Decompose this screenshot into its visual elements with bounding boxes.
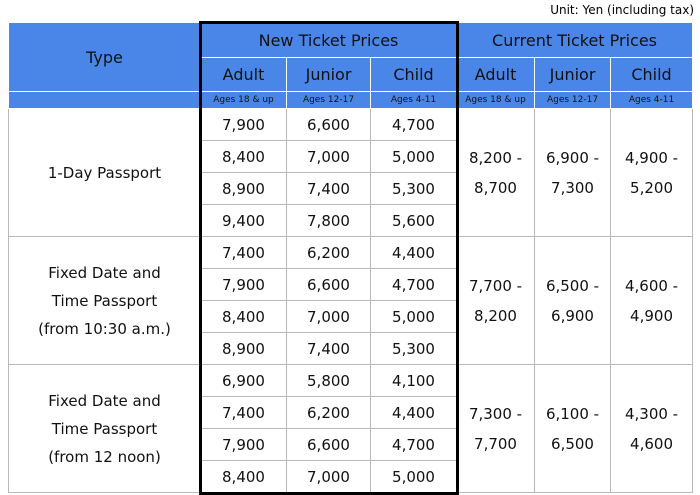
new-price-cell: 8,400 <box>201 301 287 333</box>
new-price-cell: 7,900 <box>201 269 287 301</box>
col-header-current-junior: Junior <box>535 58 611 92</box>
new-price-cell: 7,400 <box>287 333 371 365</box>
current-price-line: 6,100 - <box>545 404 600 423</box>
current-price-range-cell <box>611 365 693 493</box>
col-header-new-junior: Junior <box>287 58 371 92</box>
new-price-cell: 5,000 <box>371 301 457 333</box>
age-label-current-child: Ages 4-11 <box>611 92 693 109</box>
col-header-current-child: Child <box>611 58 693 92</box>
new-price-cell: 4,700 <box>371 269 457 301</box>
age-label-current-junior: Ages 12-17 <box>535 92 611 109</box>
type-header-blank <box>9 92 201 109</box>
ticket-type-line: Fixed Date and <box>48 391 161 410</box>
current-price-line: 5,200 <box>630 178 673 197</box>
new-price-cell: 7,900 <box>201 109 287 141</box>
ticket-type-line: 1-Day Passport <box>47 163 162 182</box>
current-price-line: 7,700 <box>474 434 517 453</box>
age-label-new-junior: Ages 12-17 <box>287 92 371 109</box>
new-price-cell: 7,400 <box>201 237 287 269</box>
ticket-type-line: Time Passport <box>51 291 158 310</box>
age-label-current-adult: Ages 18 & up <box>457 92 535 109</box>
new-price-cell: 8,400 <box>201 141 287 173</box>
new-price-cell: 6,600 <box>287 109 371 141</box>
current-price-line: 6,500 - <box>545 276 600 295</box>
current-price-line: 4,300 - <box>624 404 679 423</box>
new-price-cell: 8,900 <box>201 333 287 365</box>
current-price-range-cell <box>535 109 611 237</box>
col-header-current-adult: Adult <box>457 58 535 92</box>
ticket-type-cell <box>9 237 201 365</box>
new-price-cell: 4,400 <box>371 237 457 269</box>
table-row <box>9 109 693 141</box>
new-price-cell: 5,600 <box>371 205 457 237</box>
new-price-cell: 7,000 <box>287 301 371 333</box>
new-price-cell: 9,400 <box>201 205 287 237</box>
new-price-cell: 4,100 <box>371 365 457 397</box>
table-row <box>9 237 693 269</box>
new-price-cell: 7,000 <box>287 461 371 493</box>
current-price-line: 6,500 <box>551 434 594 453</box>
new-price-cell: 6,200 <box>287 397 371 429</box>
new-price-cell: 4,400 <box>371 397 457 429</box>
current-price-range-cell <box>457 237 535 365</box>
ticket-price-table <box>8 22 693 493</box>
current-price-line: 4,600 - <box>624 276 679 295</box>
current-price-range-cell <box>457 365 535 493</box>
current-price-line: 8,200 - <box>468 148 523 167</box>
price-table-body <box>9 109 693 493</box>
new-price-cell: 4,700 <box>371 429 457 461</box>
price-table-container <box>8 22 692 492</box>
current-price-line: 4,900 <box>630 306 673 325</box>
current-price-line: 7,300 <box>551 178 594 197</box>
ticket-type-cell <box>9 365 201 493</box>
current-price-range-cell <box>611 109 693 237</box>
new-price-cell: 7,800 <box>287 205 371 237</box>
ticket-type-cell <box>9 109 201 237</box>
new-price-cell: 7,400 <box>201 397 287 429</box>
new-price-cell: 5,300 <box>371 333 457 365</box>
new-price-cell: 7,000 <box>287 141 371 173</box>
current-price-line: 7,700 - <box>468 276 523 295</box>
new-price-cell: 7,900 <box>201 429 287 461</box>
new-price-cell: 6,200 <box>287 237 371 269</box>
ticket-type-line: Time Passport <box>51 419 158 438</box>
unit-note: Unit: Yen (including tax) <box>550 3 694 17</box>
new-prices-header: New Ticket Prices <box>201 23 457 58</box>
ticket-type-line: (from 10:30 a.m.) <box>38 319 171 338</box>
new-price-cell: 5,300 <box>371 173 457 205</box>
table-row <box>9 365 693 397</box>
current-price-line: 8,700 <box>474 178 517 197</box>
age-label-new-child: Ages 4-11 <box>371 92 457 109</box>
new-price-cell: 6,600 <box>287 269 371 301</box>
new-price-cell: 7,400 <box>287 173 371 205</box>
new-price-cell: 6,900 <box>201 365 287 397</box>
current-price-line: 4,600 <box>630 434 673 453</box>
new-price-cell: 8,400 <box>201 461 287 493</box>
col-header-new-adult: Adult <box>201 58 287 92</box>
current-price-range-cell <box>611 237 693 365</box>
new-price-cell: 6,600 <box>287 429 371 461</box>
current-price-line: 6,900 - <box>545 148 600 167</box>
current-price-line: 7,300 - <box>468 404 523 423</box>
age-label-new-adult: Ages 18 & up <box>201 92 287 109</box>
current-price-line: 8,200 <box>474 306 517 325</box>
type-header: Type <box>9 23 201 92</box>
ticket-type-line: (from 12 noon) <box>48 447 161 466</box>
new-price-cell: 5,000 <box>371 141 457 173</box>
new-price-cell: 8,900 <box>201 173 287 205</box>
current-price-line: 4,900 - <box>624 148 679 167</box>
new-price-cell: 4,700 <box>371 109 457 141</box>
new-price-cell: 5,000 <box>371 461 457 493</box>
new-price-cell: 5,800 <box>287 365 371 397</box>
current-price-range-cell <box>535 237 611 365</box>
current-price-range-cell <box>535 365 611 493</box>
current-price-line: 6,900 <box>551 306 594 325</box>
current-price-range-cell <box>457 109 535 237</box>
col-header-new-child: Child <box>371 58 457 92</box>
ticket-type-line: Fixed Date and <box>48 263 161 282</box>
current-prices-header: Current Ticket Prices <box>457 23 693 58</box>
